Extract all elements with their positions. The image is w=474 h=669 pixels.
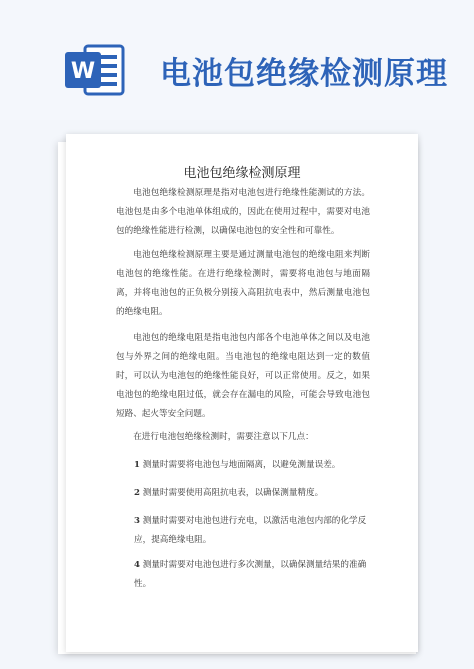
list-item-text: 测量时需要对电池包进行多次测量，以确保测量结果的准确性。 (134, 560, 367, 589)
document-page (66, 134, 418, 652)
paragraph-notes-lead: 在进行电池包绝缘检测时，需要注意以下几点： (133, 432, 314, 442)
paragraph-principle: 电池包绝缘检测原理主要是通过测量电池包的绝缘电阻来判断电池包的绝缘性能。在进行绝缘检测时，需要将电池包与地面隔离，并将电池包的正负极分别接入高阻抗电表中，然后测量电池包的绝缘电阻。 (116, 250, 370, 317)
header-banner (0, 0, 474, 120)
list-item (134, 556, 374, 594)
document-title: 电池包绝缘检测原理 (183, 166, 301, 181)
list-item-text: 测量时需要将电池包与地面隔离，以避免测量误差。 (142, 460, 341, 470)
paragraph-resistance: 电池包的绝缘电阻是指电池包内部各个电池单体之间以及电池包与外界之间的绝缘电阻。当电池包的绝缘电阻达到一定的数值时，可以认为电池包的绝缘性能良好，可以正常使用。反之，如果电池包的绝缘电阻过低，就会存在漏电的风险，可能会导致电池包短路、起火等安全问题。 (116, 333, 370, 419)
list-item (134, 512, 374, 550)
list-item (134, 456, 374, 475)
word-icon (63, 40, 125, 100)
list-item-number: 3 (134, 516, 140, 526)
paragraph-intro: 电池包绝缘检测原理是指对电池包进行绝缘性能测试的方法。电池包是由多个电池单体组成的，因此在使用过程中，需要对电池包的绝缘性能进行检测，以确保电池包的安全性和可靠性。 (116, 188, 370, 236)
word-icon-letter: W (70, 59, 96, 84)
list-item-text: 测量时需要对电池包进行充电，以激活电池包内部的化学反应，提高绝缘电阻。 (134, 516, 367, 545)
list-item-number: 4 (134, 560, 140, 570)
list-item (134, 484, 374, 503)
list-item-number: 2 (134, 488, 140, 498)
list-item-number: 1 (134, 460, 140, 470)
list-item-text: 测量时需要使用高阻抗电表，以确保测量精度。 (142, 488, 324, 498)
banner-title: 电池包绝缘检测原理 (160, 56, 448, 92)
